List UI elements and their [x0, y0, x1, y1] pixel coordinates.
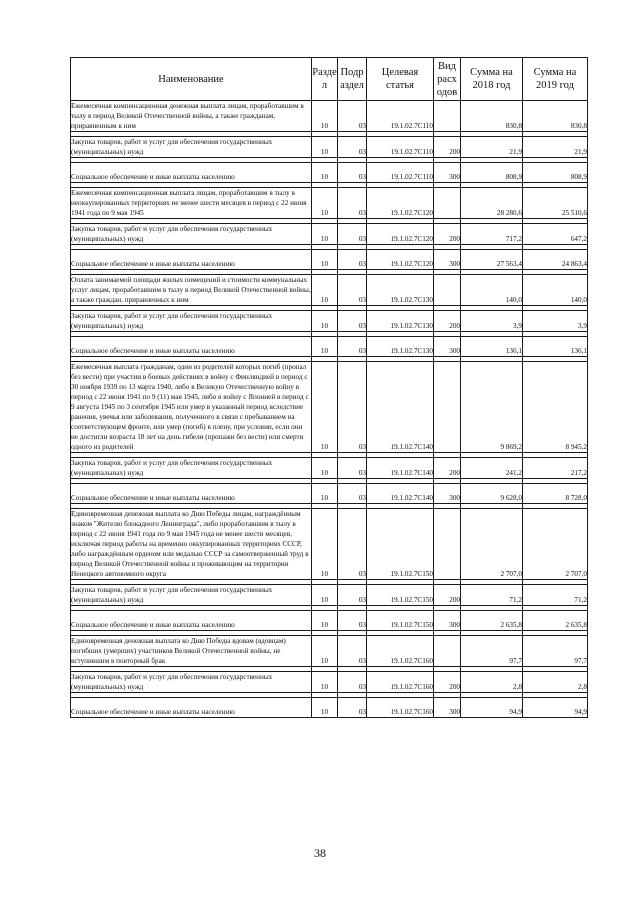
table-row	[71, 672, 588, 693]
cell-subsection: 03	[338, 458, 367, 479]
cell-section: 10	[312, 224, 338, 245]
cell-name: Закупка товаров, работ и услуг для обеспечения государственных (муниципальных) нужд	[71, 311, 312, 332]
cell-section: 10	[312, 101, 338, 132]
table-row	[71, 163, 588, 183]
cell-target: 19.1.02.7С160	[367, 636, 434, 667]
cell-section: 10	[312, 484, 338, 504]
table-row	[71, 224, 588, 245]
cell-subsection: 03	[338, 101, 367, 132]
cell-sum-2019: 2 707,0	[523, 509, 588, 580]
cell-subsection: 03	[338, 275, 367, 306]
cell-name: Социальное обеспечение и иные выплаты населению	[71, 163, 312, 183]
cell-expense-type	[434, 509, 461, 580]
table-row	[71, 337, 588, 357]
header-sum-2019: Сумма на 2019 год	[523, 58, 588, 101]
cell-sum-2018: 136,1	[461, 337, 523, 357]
cell-target: 19.1.02.7С140	[367, 458, 434, 479]
cell-expense-type	[434, 636, 461, 667]
table-row	[71, 698, 588, 718]
cell-target: 19.1.02.7С110	[367, 163, 434, 183]
cell-expense-type: 300	[434, 163, 461, 183]
cell-sum-2018: 2,8	[461, 672, 523, 693]
cell-sum-2019: 217,2	[523, 458, 588, 479]
table-row	[71, 311, 588, 332]
cell-expense-type: 200	[434, 224, 461, 245]
cell-target: 19.1.02.7С160	[367, 672, 434, 693]
table-row	[71, 362, 588, 453]
table-row	[71, 250, 588, 270]
cell-sum-2019: 2 635,8	[523, 611, 588, 631]
cell-sum-2018: 71,2	[461, 585, 523, 606]
cell-sum-2018: 717,2	[461, 224, 523, 245]
cell-subsection: 03	[338, 311, 367, 332]
cell-sum-2018: 2 635,8	[461, 611, 523, 631]
cell-sum-2018: 241,2	[461, 458, 523, 479]
cell-name: Закупка товаров, работ и услуг для обеспечения государственных (муниципальных) нужд	[71, 224, 312, 245]
cell-name: Социальное обеспечение и иные выплаты населению	[71, 484, 312, 504]
cell-expense-type	[434, 362, 461, 453]
cell-sum-2018: 9 869,2	[461, 362, 523, 453]
budget-table-container	[70, 57, 587, 718]
cell-name: Единовременная денежная выплата ко Дню Победы лицам, награждённым знаком "Жителю блокадного Ленинграда", либо проработавшим в тылу в период с 22 июня 1941 года по 9 мая 1945 года не менее шести месяцев, исключая период работы на временно оккупированных территориях СССР, либо награждённым орденом или медалью СССР за самоотверженный труд в период Великой Отечественной войны и проживающим на территории Ненецкого автономного округа	[71, 509, 312, 580]
cell-name: Ежемесячная выплата гражданам, один из родителей которых погиб (пропал без вести) при участии в боевых действиях в войну с Финляндией в период с 30 ноября 1939 по 13 марта 1940, либо в Великую Отечественную войну в период с 22 июня 1941 по 9 (11) мая 1945, либо в войну с Японией в период с 9 августа 1945 по 3 сентября 1945 или умер в указанный период вследствие ранения, увечья или заболевания, полученного в связи с пребыванием на соответствующем фронте, или умер (погиб) в плену, при условии, если они не достигли возраста 18 лет на день гибели (пропажи без вести) или смерти одного из родителей	[71, 362, 312, 453]
cell-subsection: 03	[338, 672, 367, 693]
cell-sum-2019: 830,8	[523, 101, 588, 132]
cell-sum-2019: 647,2	[523, 224, 588, 245]
cell-sum-2018: 830,8	[461, 101, 523, 132]
cell-target: 19.1.02.7С110	[367, 101, 434, 132]
cell-expense-type: 300	[434, 698, 461, 718]
cell-section: 10	[312, 362, 338, 453]
cell-name: Оплата занимаемой площади жилых помещений и стоимости коммунальных услуг лицам, проработавшим в тылу в период Великой Отечественной войны, а также граждан, приравненных к ним	[71, 276, 311, 304]
cell-sum-2019: 8 945,2	[523, 362, 588, 453]
header-section: Разде л	[312, 58, 338, 101]
cell-target: 19.1.02.7С130	[367, 275, 434, 306]
cell-sum-2018: 28 280,6	[461, 188, 523, 219]
cell-expense-type	[434, 188, 461, 219]
cell-section: 10	[312, 672, 338, 693]
cell-subsection: 03	[338, 585, 367, 606]
cell-section: 10	[312, 137, 338, 158]
cell-sum-2018: 94,9	[461, 698, 523, 718]
cell-expense-type: 300	[434, 611, 461, 631]
cell-target: 19.1.02.7С140	[367, 362, 434, 453]
cell-target: 19.1.02.7С120	[367, 250, 434, 270]
cell-expense-type: 200	[434, 458, 461, 479]
cell-target: 19.1.02.7С110	[367, 137, 434, 158]
cell-name: Закупка товаров, работ и услуг для обеспечения государственных (муниципальных) нужд	[71, 585, 312, 606]
cell-sum-2019: 3,9	[523, 311, 588, 332]
cell-sum-2018: 97,7	[461, 636, 523, 667]
cell-target: 19.1.02.7С140	[367, 484, 434, 504]
cell-subsection: 03	[338, 509, 367, 580]
cell-sum-2018: 27 563,4	[461, 250, 523, 270]
cell-target: 19.1.02.7С120	[367, 188, 434, 219]
table-row	[71, 611, 588, 631]
cell-name: Единовременная денежная выплата ко Дню Победы вдовам (вдовцам) погибших (умерших) участников Великой Отечественной войны, не вступившим в повторный брак	[71, 636, 312, 667]
cell-sum-2019: 25 510,6	[523, 188, 588, 219]
cell-name: Ежемесячная компенсационная денежная выплата лицам, проработавшим в тылу в период Великой Отечественной войны, а также гражданам, приравненным к ним	[71, 101, 312, 132]
cell-expense-type: 300	[434, 484, 461, 504]
cell-name: Социальное обеспечение и иные выплаты населению	[71, 250, 312, 270]
table-row	[71, 585, 588, 606]
table-row	[71, 636, 588, 667]
cell-expense-type: 300	[434, 337, 461, 357]
cell-subsection: 03	[338, 250, 367, 270]
cell-name: Закупка товаров, работ и услуг для обеспечения государственных (муниципальных) нужд	[71, 137, 312, 158]
cell-section: 10	[312, 458, 338, 479]
cell-target: 19.1.02.7С160	[367, 698, 434, 718]
cell-expense-type	[434, 101, 461, 132]
header-target: Целевая статья	[367, 58, 434, 101]
cell-subsection: 03	[338, 224, 367, 245]
cell-subsection: 03	[338, 362, 367, 453]
cell-subsection: 03	[338, 188, 367, 219]
cell-sum-2019: 808,9	[523, 163, 588, 183]
cell-expense-type: 200	[434, 585, 461, 606]
cell-sum-2019: 136,1	[523, 337, 588, 357]
cell-expense-type: 200	[434, 311, 461, 332]
cell-sum-2019: 21,9	[523, 137, 588, 158]
cell-sum-2019: 24 863,4	[523, 250, 588, 270]
cell-section: 10	[312, 311, 338, 332]
cell-name: Закупка товаров, работ и услуг для обеспечения государственных (муниципальных) нужд	[71, 672, 312, 693]
cell-section: 10	[312, 250, 338, 270]
cell-expense-type: 200	[434, 672, 461, 693]
table-row	[71, 137, 588, 158]
cell-subsection: 03	[338, 137, 367, 158]
cell-section: 10	[312, 163, 338, 183]
cell-subsection: 03	[338, 163, 367, 183]
cell-subsection: 03	[338, 337, 367, 357]
header-expense-type: Вид расх одов	[434, 58, 461, 101]
table-body	[71, 101, 588, 718]
table-row	[71, 188, 588, 219]
cell-section: 10	[312, 611, 338, 631]
budget-table	[70, 57, 588, 718]
cell-name: Социальное обеспечение и иные выплаты населению	[71, 698, 312, 718]
cell-sum-2019: 2,8	[523, 672, 588, 693]
cell-name: Закупка товаров, работ и услуг для обеспечения государственных (муниципальных) нужд	[71, 458, 312, 479]
cell-section: 10	[312, 698, 338, 718]
table-row	[71, 101, 588, 132]
cell-target: 19.1.02.7С150	[367, 509, 434, 580]
cell-sum-2018: 3,9	[461, 311, 523, 332]
cell-subsection: 03	[338, 636, 367, 667]
page-number: 38	[314, 846, 326, 860]
header-name: Наименование	[71, 58, 312, 101]
cell-expense-type: 300	[434, 250, 461, 270]
cell-name: Социальное обеспечение и иные выплаты населению	[71, 337, 312, 357]
table-row	[71, 509, 588, 580]
cell-target: 19.1.02.7С130	[367, 337, 434, 357]
cell-sum-2019: 8 728,0	[523, 484, 588, 504]
header-sum-2018: Сумма на 2018 год	[461, 58, 523, 101]
cell-sum-2018: 2 707,0	[461, 509, 523, 580]
cell-subsection: 03	[338, 611, 367, 631]
cell-subsection: 03	[338, 484, 367, 504]
cell-sum-2018: 140,0	[461, 275, 523, 306]
cell-name: Социальное обеспечение и иные выплаты населению	[71, 611, 312, 631]
cell-target: 19.1.02.7С120	[367, 224, 434, 245]
cell-sum-2019: 94,9	[523, 698, 588, 718]
cell-section: 10	[312, 188, 338, 219]
cell-section: 10	[312, 275, 338, 306]
cell-expense-type: 200	[434, 137, 461, 158]
cell-section: 10	[312, 337, 338, 357]
cell-target: 19.1.02.7С150	[367, 585, 434, 606]
cell-expense-type	[434, 275, 461, 306]
cell-sum-2019: 71,2	[523, 585, 588, 606]
cell-target: 19.1.02.7С150	[367, 611, 434, 631]
cell-target: 19.1.02.7С130	[367, 311, 434, 332]
cell-sum-2018: 808,9	[461, 163, 523, 183]
cell-sum-2018: 9 628,0	[461, 484, 523, 504]
cell-section: 10	[312, 636, 338, 667]
cell-sum-2019: 140,0	[523, 275, 588, 306]
header-subsection: Подр аздел	[338, 58, 367, 101]
cell-subsection: 03	[338, 698, 367, 718]
cell-sum-2018: 21,9	[461, 137, 523, 158]
table-row	[71, 484, 588, 504]
table-row	[71, 275, 588, 306]
cell-sum-2019: 97,7	[523, 636, 588, 667]
cell-section: 10	[312, 585, 338, 606]
cell-section: 10	[312, 509, 338, 580]
cell-name: Ежемесячная компенсационная выплата лицам, проработавшим в тылу в неоккупированных территориях не менее шести месяцев в период с 22 июня 1941 года по 9 мая 1945	[71, 188, 312, 219]
table-row	[71, 458, 588, 479]
table-header-row	[71, 58, 588, 101]
